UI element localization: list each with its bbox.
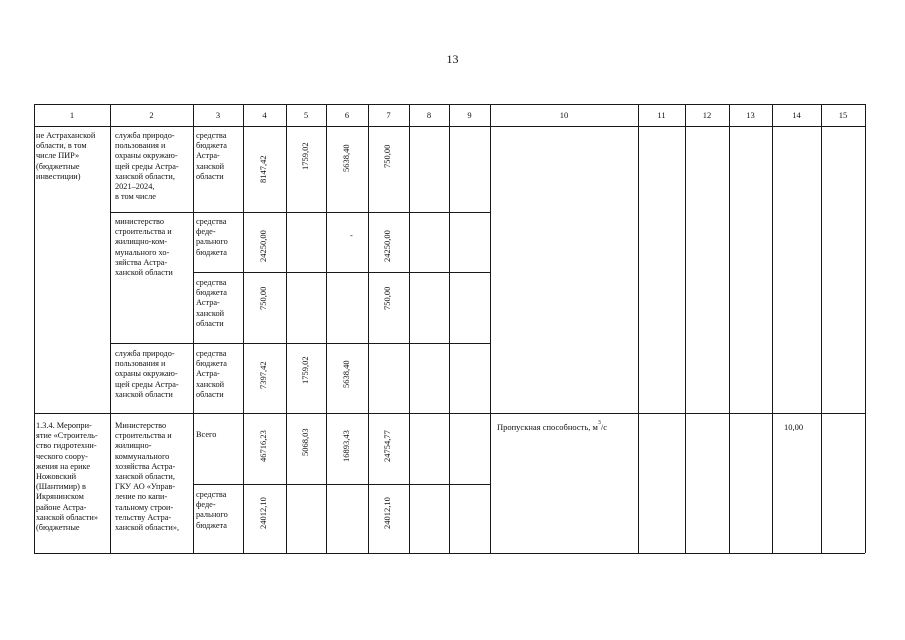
header-col-10: 10 xyxy=(559,110,569,120)
block1-row2-col4-value: 24250,00 xyxy=(258,230,268,262)
table-rule xyxy=(193,484,490,485)
block1-row1-col6-value: 5638,40 xyxy=(341,144,351,172)
block1-row1-col7-value: 750,00 xyxy=(382,144,392,168)
header-col-14: 14 xyxy=(792,110,801,120)
block1-row3-source: средства бюджета Астра- ханской области xyxy=(196,278,227,328)
block1-row3-col4-value: 750,00 xyxy=(258,286,268,310)
table-rule xyxy=(110,212,490,213)
page-number: 13 xyxy=(446,52,459,66)
block2-col14-value: 10,00 xyxy=(784,422,804,432)
table-rule xyxy=(34,104,35,553)
block2-row1-col6-value: 16893,43 xyxy=(341,430,351,462)
header-col-4: 4 xyxy=(262,110,267,120)
header-col-2: 2 xyxy=(149,110,154,120)
block2-row1-source: Всего xyxy=(196,430,217,439)
header-col-5: 5 xyxy=(303,110,309,120)
table-rule xyxy=(34,553,865,554)
table-rule xyxy=(772,104,773,553)
block2-row2-col7-value: 24012,10 xyxy=(382,497,392,529)
block1-row2-col7-value: 24250,00 xyxy=(382,230,392,262)
block1-row1-col4-value: 8147,42 xyxy=(258,155,268,183)
block1-row4-col5-value: 1759,02 xyxy=(300,356,310,384)
block2-row1-col4-value: 46716,23 xyxy=(258,430,268,462)
table-rule xyxy=(638,104,639,553)
block1-row1-col5-value: 1759,02 xyxy=(300,142,310,170)
block2-row1-col5-value: 5068,03 xyxy=(300,428,310,456)
block1-row4-col4-value: 7397,42 xyxy=(258,361,268,389)
header-col-1: 1 xyxy=(69,110,75,120)
header-col-13: 13 xyxy=(746,110,755,120)
block2-executor: Министерство строительства и жилищно- коммунального хозяйства Астра- ханской области, ГКУ АО «Управ- ление по капи- тальному строи- тельству Астра- ханской области», xyxy=(115,421,180,533)
table-rule xyxy=(729,104,730,553)
table-rule xyxy=(685,104,686,553)
indicator-superscript: 3 xyxy=(597,420,601,426)
table-rule xyxy=(193,272,490,273)
indicator-label: Пропускная способность, м xyxy=(497,422,598,432)
header-col-15: 15 xyxy=(838,110,848,120)
block1-row4-col6-value: 5638,40 xyxy=(341,360,351,388)
table-rule xyxy=(110,104,111,553)
block2-title-text: 1.3.4. Меропри- ятие «Строитель- ство гидротехни- ческого соору- жения на ерике Ножовский (Шантимир) в Икрянинском районе Астра- ханской области» (бюджетные xyxy=(36,421,98,533)
table-rule xyxy=(821,104,822,553)
block1-row1-source: средства бюджета Астра- ханской области xyxy=(196,131,227,181)
block1-row1-executor: служба природо- пользования и охраны окружаю- щей среды Астра- ханской области, 2021–2024, в том числе xyxy=(115,131,179,202)
block2-row1-col7-value: 24754,77 xyxy=(382,430,392,462)
block1-title-text: не Астраханской области, в том числе ПИР» (бюджетные инвестиции) xyxy=(36,131,96,181)
table-rule xyxy=(368,104,369,553)
table-rule xyxy=(865,104,866,553)
table-rule xyxy=(110,343,490,344)
block1-row4-executor: служба природо- пользования и охраны окружаю- щей среды Астра- ханской области xyxy=(115,349,179,399)
table-rule xyxy=(193,104,194,553)
table-rule xyxy=(449,104,450,553)
block1-row2-source: средства феде- рального бюджета xyxy=(196,217,228,257)
header-col-6: 6 xyxy=(344,110,350,120)
table-rule xyxy=(243,104,244,553)
table-rule xyxy=(409,104,410,553)
table-rule xyxy=(326,104,327,553)
block1-row3-col7-value: 750,00 xyxy=(382,286,392,310)
block1-row2-col6-value: - xyxy=(350,230,353,240)
header-col-12: 12 xyxy=(702,110,712,120)
block2-row2-source: средства феде- рального бюджета xyxy=(196,490,228,530)
block1-row2-executor: министерство строительства и жилищно-ком- мунального хо- зяйства Астра- ханской области xyxy=(115,217,173,278)
header-col-7: 7 xyxy=(386,110,391,120)
block2-row2-col4-value: 24012,10 xyxy=(258,497,268,529)
block2-indicator xyxy=(497,422,607,432)
header-col-3: 3 xyxy=(215,110,221,120)
header-col-11: 11 xyxy=(657,110,666,120)
table-rule xyxy=(286,104,287,553)
header-col-8: 8 xyxy=(426,110,432,120)
table-rule xyxy=(490,104,491,553)
indicator-unit: /с xyxy=(600,422,607,432)
header-col-9: 9 xyxy=(467,110,472,120)
block1-row4-source: средства бюджета Астра- ханской области xyxy=(196,349,227,399)
